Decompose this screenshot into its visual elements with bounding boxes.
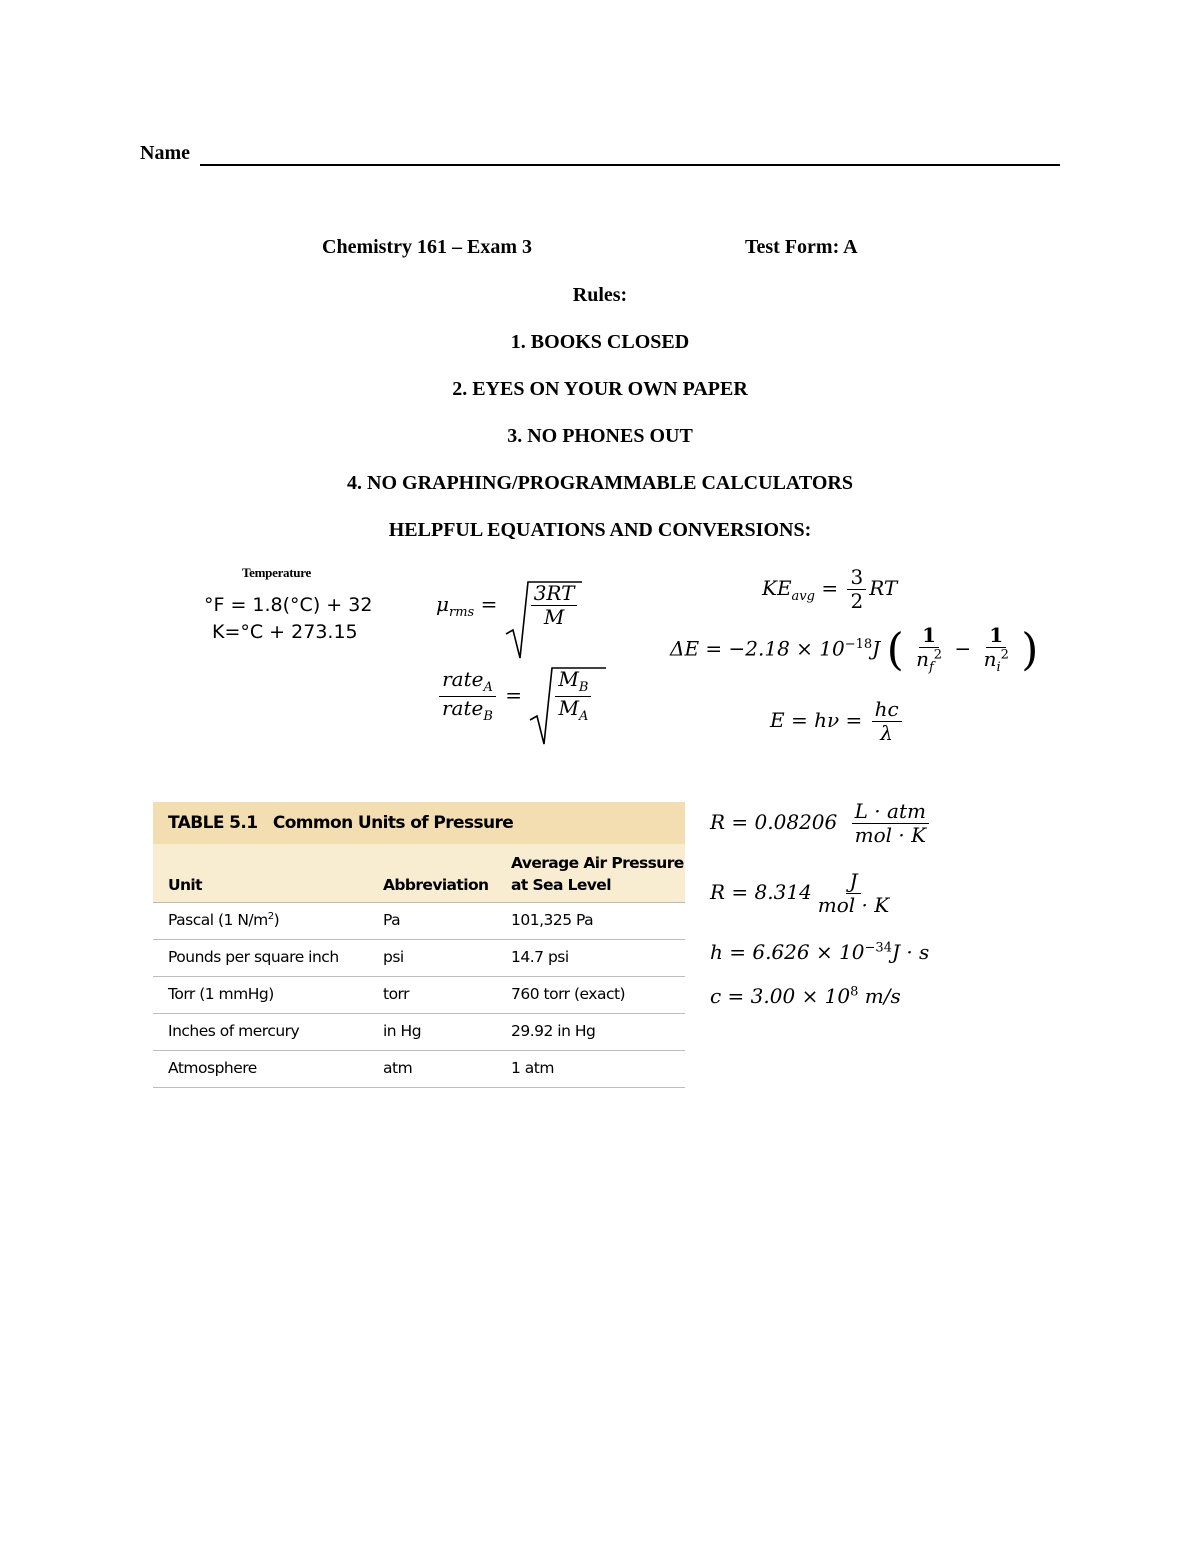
header-average-pressure: Average Air Pressure at Sea Level [511, 854, 684, 894]
fahrenheit-conversion: °F = 1.8(°C) + 32 [204, 594, 373, 616]
cell-unit: Atmosphere [168, 1059, 257, 1078]
name-label: Name [140, 142, 190, 164]
cell-abbreviation: Pa [383, 911, 401, 929]
cell-value: 14.7 psi [511, 948, 569, 966]
cell-abbreviation: psi [383, 948, 404, 966]
energy-level-equation: $\Delta E = -2.18 \times 10^{-18}J$ ( $\frac{1}{n_f^2}$ − $\frac{1}{n_i^2}$ ) [670, 623, 1039, 676]
planck-constant: $h = 6.626 \times 10^{-34}J \cdot s$ [710, 940, 930, 964]
cell-abbreviation: in Hg [383, 1022, 422, 1040]
table-row [153, 903, 685, 940]
header-unit: Unit [168, 876, 202, 894]
table-row [153, 1014, 685, 1051]
rule-3: 3. NO PHONES OUT [507, 425, 693, 447]
gas-constant-atm: R = 0.08206 $\frac{\text{L · atm}}{\text{mol · K}}$ [710, 800, 932, 847]
photon-energy-equation: E = hν = $\frac{hc}{\lambda}$ [770, 698, 905, 745]
table-label: TABLE 5.1 [168, 813, 258, 833]
rms-lhs: $\mu_{rms}$ [436, 592, 475, 620]
table-body [153, 903, 685, 1088]
test-form: Test Form: A [745, 236, 858, 258]
table-caption [153, 802, 685, 844]
cell-unit: Torr (1 mmHg) [168, 985, 274, 1004]
table-row [153, 940, 685, 977]
graham-law-equation: $\frac{rate_A}{rate_B}$ = $\frac{M_B}{M_A}$ [436, 668, 594, 725]
cell-value: 29.92 in Hg [511, 1022, 596, 1040]
rms-speed-equation: $\mu_{rms}$ = $\frac{3RT}{M}$ [436, 582, 580, 629]
sqrt-sign-icon [504, 578, 584, 662]
cell-abbreviation: atm [383, 1059, 413, 1077]
temperature-title: Temperature [242, 565, 311, 580]
sqrt-sign-icon [528, 664, 608, 748]
cell-value: 101,325 Pa [511, 911, 594, 929]
kelvin-conversion: K=°C + 273.15 [212, 621, 358, 643]
pressure-units-table [153, 802, 685, 1088]
name-row [140, 142, 1060, 172]
cell-value: 1 atm [511, 1059, 554, 1077]
gas-constant-joule: R = 8.314 $\frac{J}{\text{mol · K}}$ [710, 869, 890, 917]
cell-unit: Inches of mercury [168, 1022, 300, 1041]
exam-title: Chemistry 161 – Exam 3 [322, 236, 532, 258]
rms-sqrt: $\frac{3RT}{M}$ [504, 582, 581, 629]
rule-1: 1. BOOKS CLOSED [510, 331, 690, 353]
name-blank-line[interactable] [200, 164, 1060, 166]
table-row [153, 977, 685, 1014]
graham-sqrt: $\frac{M_B}{M_A}$ [528, 668, 594, 725]
kinetic-energy-equation: $KE_{avg}$ = $\frac{3}{2}$ RT [762, 565, 898, 613]
equations-title: HELPFUL EQUATIONS AND CONVERSIONS: [388, 519, 812, 541]
cell-value: 760 torr (exact) [511, 985, 626, 1003]
cell-abbreviation: torr [383, 985, 410, 1003]
speed-of-light: $c = 3.00 \times 10^8$ m/s [710, 984, 901, 1008]
table-title: Common Units of Pressure [272, 813, 514, 833]
cell-unit: Pounds per square inch [168, 948, 339, 967]
rule-4: 4. NO GRAPHING/PROGRAMMABLE CALCULATORS [347, 472, 853, 494]
cell-unit: Pascal (1 $N/m^2$) [168, 911, 280, 930]
table-header [153, 844, 685, 903]
table-row [153, 1051, 685, 1088]
rule-2: 2. EYES ON YOUR OWN PAPER [452, 378, 748, 400]
header-abbreviation: Abbreviation [383, 876, 489, 894]
rules-title: Rules: [572, 284, 628, 306]
